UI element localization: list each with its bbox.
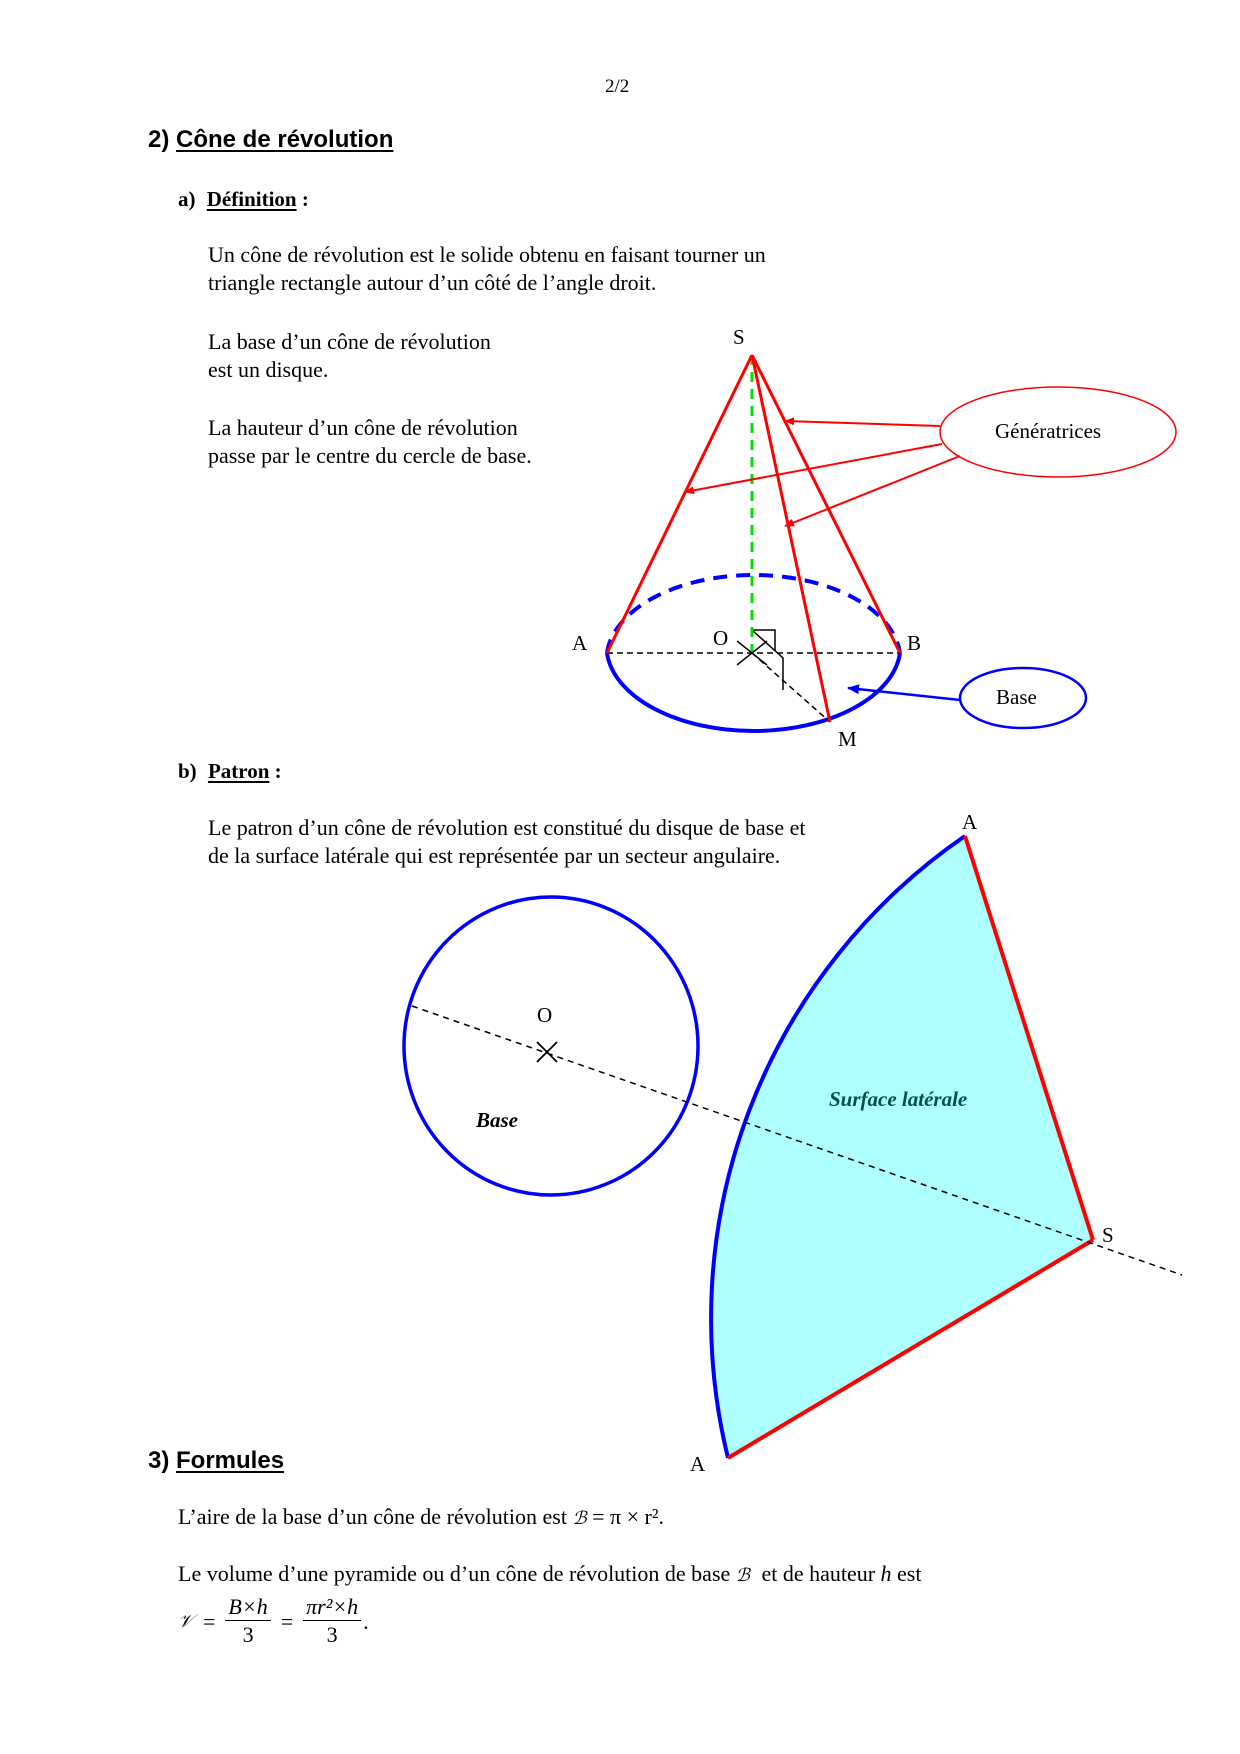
fraction-pi-r2-h-over-3 [303,1594,361,1649]
base-callout-label: Base [996,685,1037,709]
text-line: La hauteur d’un cône de révolution [208,415,518,440]
patron-title: Patron [207,759,270,783]
definition-label: a) [178,187,196,211]
area-text: L’aire de la base d’un cône de révolution est [178,1504,567,1529]
section-3-number: 3) [148,1447,170,1474]
text-line: est un disque. [208,357,329,382]
point-a-label: A [572,631,588,655]
base-symbol: ℬ [735,1565,750,1586]
text-line: Un cône de révolution est le solide obtenu en faisant tourner un [208,242,766,267]
generatrices-callout-label: Génératrices [995,419,1102,443]
page-number: 2/2 [605,76,630,97]
text-line: Le patron d’un cône de révolution est constitué du disque de base et [208,815,806,840]
net-point-a-top: A [962,810,978,834]
text-line: passe par le centre du cercle de base. [208,443,532,468]
patron-paragraph [208,814,806,870]
text-line: de la surface latérale qui est représentée par un secteur angulaire. [208,843,781,868]
point-m-label: M [838,727,857,751]
volume-sentence-line [178,1560,922,1590]
fraction-denominator: 3 [326,1622,338,1647]
net-point-o: O [537,1003,553,1027]
net-point-s: S [1102,1223,1114,1247]
equals-sign: = [280,1608,294,1634]
area-formula: = π × r². [592,1504,664,1529]
lateral-surface-label: Surface latérale [829,1087,968,1111]
section-3-title: Formules [176,1447,285,1474]
lateral-surface-sector [711,836,1093,1458]
equals-sign: = [203,1608,216,1634]
fraction-bh-over-3 [225,1594,270,1649]
generatrix-sm [752,355,830,722]
period: . [363,1608,369,1634]
generatrix-sa [607,355,752,653]
volume-symbol: 𝒱 [178,1610,193,1632]
right-angle-mark [752,630,783,690]
base-front-arc [607,653,900,731]
section-2-number: 2) [148,126,170,153]
point-b-label: B [907,631,922,655]
point-s-label: S [733,325,745,349]
base-disc [404,897,698,1195]
patron-heading [178,759,282,784]
text-line: La base d’un cône de révolution [208,329,491,354]
fraction-denominator: 3 [242,1622,254,1647]
patron-colon: : [269,759,282,783]
base-symbol: ℬ [572,1508,587,1529]
volume-formula-line [178,1594,369,1649]
patron-label: b) [178,759,197,783]
volume-text-c: est [897,1561,922,1586]
base-disc-label: Base [476,1108,518,1132]
definition-title: Définition [206,187,297,211]
section-2-title: Cône de révolution [176,126,394,153]
text-line: triangle rectangle autour d’un côté de l’angle droit. [208,270,657,295]
volume-text-b: et de hauteur [761,1561,876,1586]
fraction-numerator: πr²×h [303,1594,361,1621]
volume-text-a: Le volume d’une pyramide ou d’un cône de révolution de base [178,1561,731,1586]
generatrix-sb [752,355,900,653]
area-formula-line [178,1503,664,1533]
net-point-a-bottom: A [690,1452,706,1476]
height-symbol: h [880,1561,892,1586]
section-3-heading [148,1447,284,1475]
point-o-label: O [713,626,729,650]
definition-colon: : [296,187,309,211]
fraction-numerator: B×h [225,1594,270,1621]
